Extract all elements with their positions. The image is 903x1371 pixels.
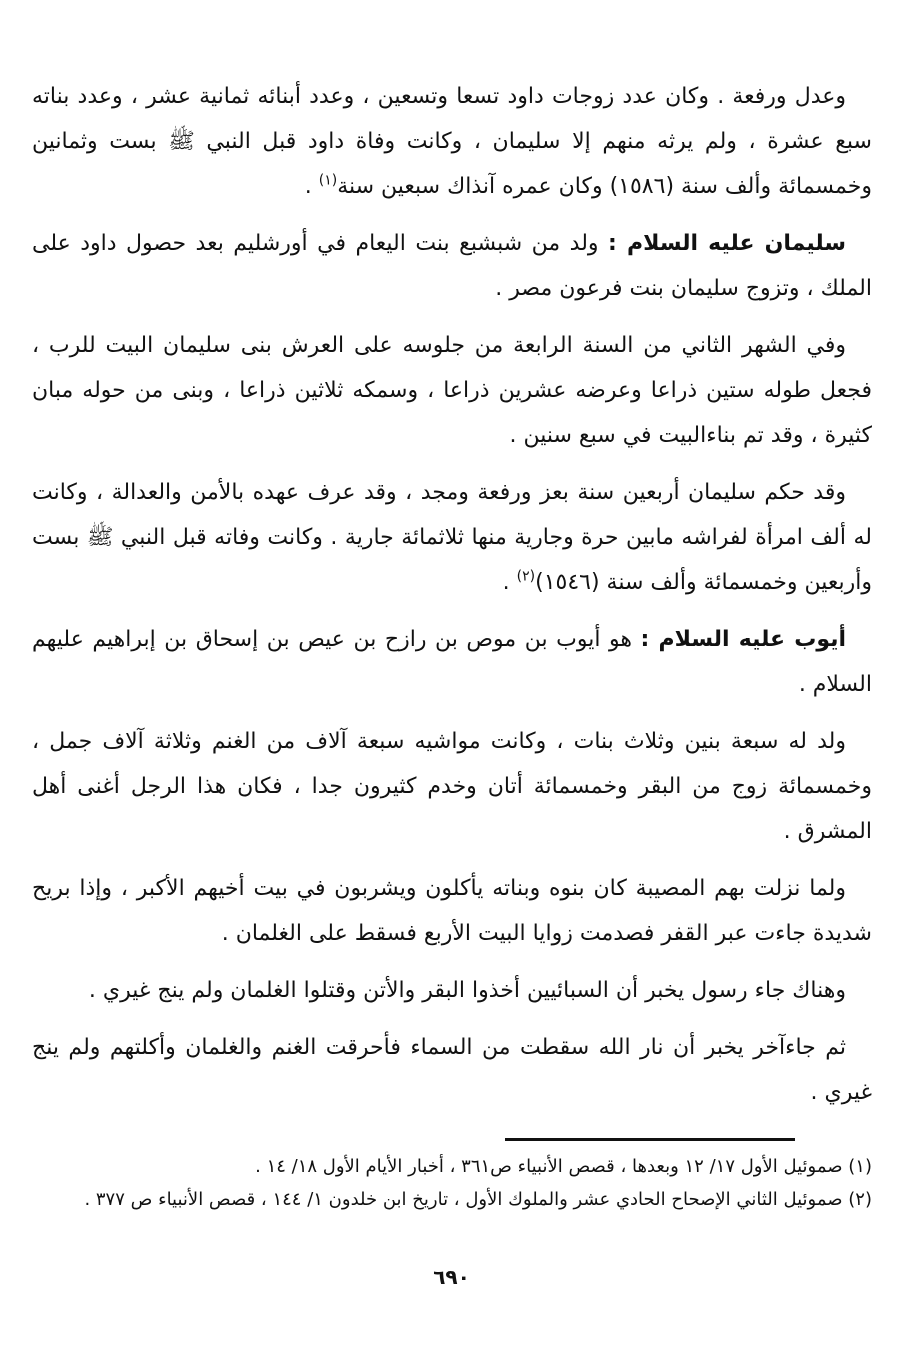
paragraph-text: ولما نزلت بهم المصيبة كان بنوه وبناته يأكلون ويشربون في بيت أخيهم الأكبر ، وإذا بريح شديدة جاءت عبر القفر فصدمت زوايا البيت الأربع فسقط على الغلمان . (32, 876, 872, 946)
section-heading-solomon: سليمان عليه السلام : (608, 231, 846, 256)
paragraph-job-wealth (32, 719, 872, 854)
paragraph-end: . (304, 174, 319, 199)
paragraph-text: وقد حكم سليمان أربعين سنة بعز ورفعة ومجد ، وقد عرف عهده بالأمن والعدالة ، وكانت له ألف امرأة لفراشه مابين حرة وجارية منها ثلاثمائة جارية . وكانت وفاته قبل النبي ﷺ بست وأربعين وخمسمائة وألف سنة (١٥٤٦) (32, 480, 872, 595)
paragraph-job-calamity (32, 866, 872, 956)
paragraph-solomon-reign (32, 470, 872, 605)
footnote-ref-2: (٢) (516, 568, 536, 585)
paragraph-text: هو أيوب بن موص بن رازح بن عيص بن إسحاق بن إبراهيم عليهم السلام . (32, 627, 872, 697)
footnote-divider (505, 1138, 795, 1141)
paragraph-text: ثم جاءآخر يخبر أن نار الله سقطت من السماء فأحرقت الغنم والغلمان وأكلتهم ولم ينج غيري . (32, 1035, 872, 1105)
section-heading-job: أيوب عليه السلام : (640, 627, 846, 652)
paragraph-david-family (32, 74, 872, 209)
footnote-ref-1: (١) (318, 172, 338, 189)
paragraph-job-fire (32, 1025, 872, 1115)
footnote-1: (١) صموئيل الأول ١٧/ ١٢ وبعدها ، قصص الأنبياء ص٣٦١ ، أخبار الأيام الأول ١٨/ ١٤ . (255, 1156, 872, 1177)
paragraph-job-intro (32, 617, 872, 707)
paragraph-job-messenger (32, 968, 872, 1013)
paragraph-text: ولد من شبشبع بنت اليعام في أورشليم بعد حصول داود على الملك ، وتزوج سليمان بنت فرعون مصر . (32, 231, 872, 301)
paragraph-text: وفي الشهر الثاني من السنة الرابعة من جلوسه على العرش بنى سليمان البيت للرب ، فجعل طوله ستين ذراعا وعرضه عشرين ذراعا ، وسمكه ثلاثين ذراعا ، وبنى من حوله مبان كثيرة ، وقد تم بناءالبيت في سبع سنين . (32, 333, 872, 448)
paragraph-end: . (502, 570, 517, 595)
page-number: ٦٩٠ (433, 1265, 470, 1289)
paragraph-text: وهناك جاء رسول يخبر أن السبائيين أخذوا البقر والأتن وقتلوا الغلمان ولم ينج غيري . (88, 978, 846, 1003)
paragraph-solomon-intro (32, 221, 872, 311)
footnote-2: (٢) صموئيل الثاني الإصحاح الحادي عشر والملوك الأول ، تاريخ ابن خلدون ١/ ١٤٤ ، قصص الأنبياء ص ٣٧٧ . (84, 1189, 872, 1210)
footnotes (32, 1150, 872, 1216)
main-text (32, 74, 872, 1127)
paragraph-text: ولد له سبعة بنين وثلاث بنات ، وكانت مواشيه سبعة آلاف من الغنم وثلاثة آلاف جمل ، وخمسمائة زوج من البقر وخمسمائة أتان وخدم كثيرون جدا ، فكان هذا الرجل أغنى أهل المشرق . (32, 729, 872, 844)
paragraph-text: وعدل ورفعة . وكان عدد زوجات داود تسعا وتسعين ، وعدد أبنائه ثمانية عشر ، وعدد بناته سبع عشرة ، ولم يرثه منهم إلا سليمان ، وكانت وفاة داود قبل النبي ﷺ بست وثمانين وخمسمائة وألف سنة (١٥٨٦) وكان عمره آنذاك سبعين سنة (32, 84, 872, 199)
paragraph-solomon-temple (32, 323, 872, 458)
